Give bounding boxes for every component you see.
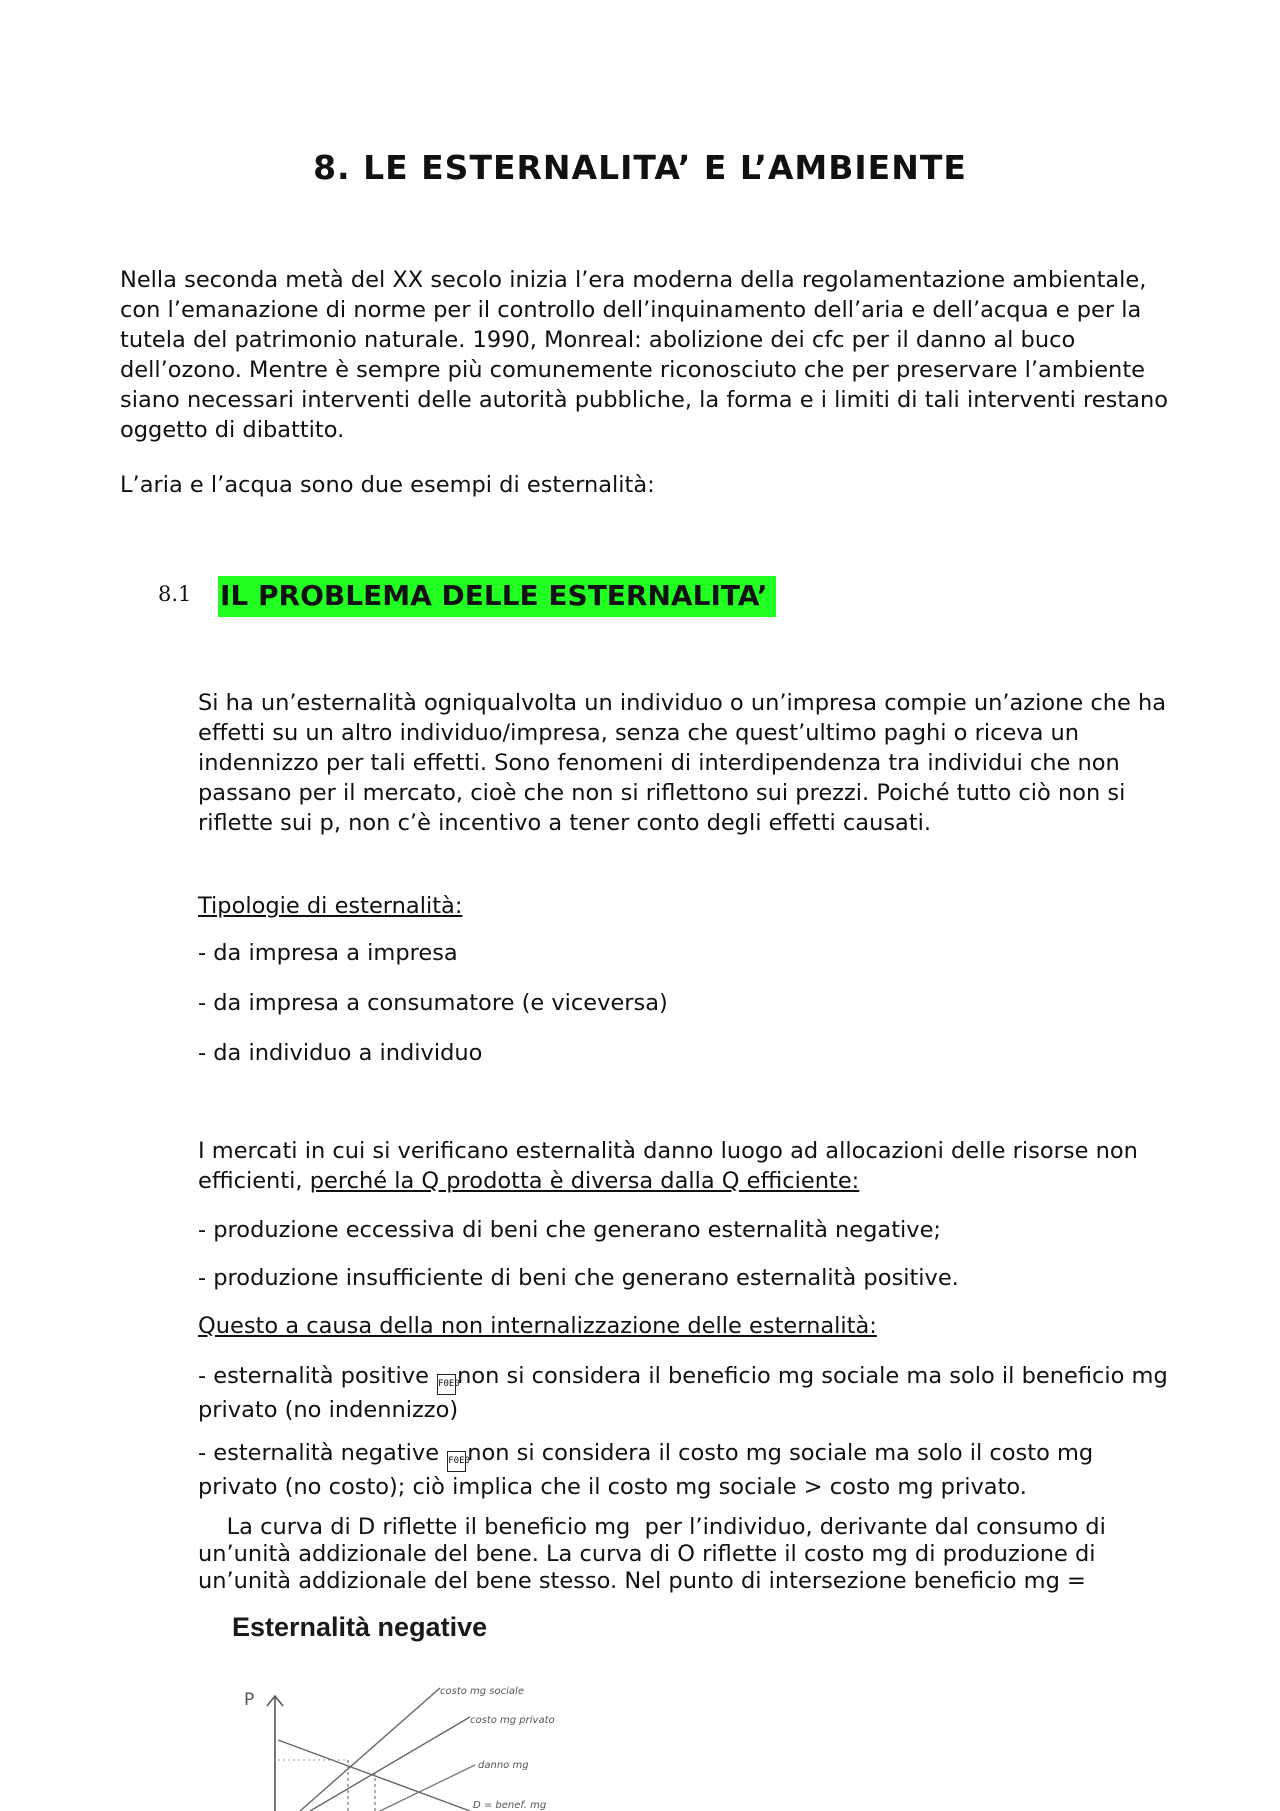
negative-externality-figure [230, 1660, 610, 1811]
figure-label-social-cost: costo mg sociale [440, 1686, 524, 1697]
positive-lead-text: - esternalità positive [198, 1363, 437, 1389]
curve-paragraph: La curva di D riflette il beneficio mg per l’individuo, derivante dal consumo di un’unità addizionale del bene. La curva di O riflette il costo mg di produzione di un’unità addizionale del bene stesso. Nel punto di intersezione beneficio mg = [198, 1514, 1113, 1594]
definition-paragraph: Si ha un’esternalità ogniqualvolta un individuo o un’impresa compie un’azione che ha effetti su un altro individuo/impresa, senza che quest’ultimo paghi o riceva un indennizzo per tali effetti. Sono fenomeni di interdipendenza tra individui che non passano per il mercato, cioè che non si riflettono sui prezzi. Poiché tutto ciò non si riflette sui p, non c’è incentivo a tener conto degli effetti causati. [198, 690, 1167, 836]
effect-item-2: - produzione insufficiente di beni che generano esternalità positive. [198, 1265, 959, 1291]
missing-glyph-icon: F0E0 [447, 1451, 466, 1472]
figure-damage-curve [380, 1765, 475, 1811]
positive-rest-text: non si considera il beneficio mg sociale ma solo il beneficio mg privato (no indennizzo) [198, 1363, 1168, 1423]
page-title: 8. LE ESTERNALITA’ E L’AMBIENTE [313, 148, 967, 187]
negative-externality-item [198, 1438, 1178, 1502]
figure-label-private-cost: costo mg privato [470, 1715, 555, 1726]
types-heading: Tipologie di esternalità: [198, 893, 463, 919]
section-number: 8.1 [158, 582, 192, 606]
type-item-3: - da individuo a individuo [198, 1040, 483, 1066]
figure-demand-curve [278, 1740, 470, 1811]
markets-lead-text: I mercati in cui si verificano esternalità danno luogo ad allocazioni delle risorse non efficienti, [198, 1138, 1138, 1194]
figure-axis-label: P [244, 1690, 255, 1710]
intro-paragraph: Nella seconda metà del XX secolo inizia l’era moderna della regolamentazione ambientale, con l’emanazione di norme per il controllo dell’inquinamento dell’aria e dell’acqua e per la tutela del patrimonio naturale. 1990, Monreal: abolizione dei cfc per il danno al buco dell’ozono. Mentre è sempre più comunemente riconosciuto che per preservare l’ambiente siano necessari interventi delle autorità pubbliche, la forma e i limiti di tali interventi restano oggetto di dibattito. [120, 267, 1168, 443]
figure-label-damage: danno mg [478, 1760, 529, 1771]
intro-externalities-sentence: L’aria e l’acqua sono due esempi di esternalità: [120, 472, 655, 498]
markets-paragraph [198, 1136, 1178, 1196]
type-item-1: - da impresa a impresa [198, 940, 458, 966]
negative-rest-text: non si considera il costo mg sociale ma solo il costo mg privato (no costo); ciò implica che il costo mg sociale > costo mg privato. [198, 1440, 1094, 1500]
missing-glyph-icon: F0E0 [437, 1374, 456, 1395]
figure-label-demand: D = benef. mg [473, 1800, 547, 1811]
negative-lead-text: - esternalità negative [198, 1440, 447, 1466]
positive-externality-item [198, 1361, 1178, 1425]
cause-heading: Questo a causa della non internalizzazione delle esternalità: [198, 1313, 877, 1339]
markets-underlined-text: perché la Q prodotta è diversa dalla Q efficiente: [309, 1168, 860, 1194]
figure-title: Esternalità negative [232, 1612, 488, 1642]
effect-item-1: - produzione eccessiva di beni che generano esternalità negative; [198, 1217, 942, 1243]
type-item-2: - da impresa a consumatore (e viceversa) [198, 990, 668, 1016]
section-title: IL PROBLEMA DELLE ESTERNALITA’ [218, 576, 776, 617]
